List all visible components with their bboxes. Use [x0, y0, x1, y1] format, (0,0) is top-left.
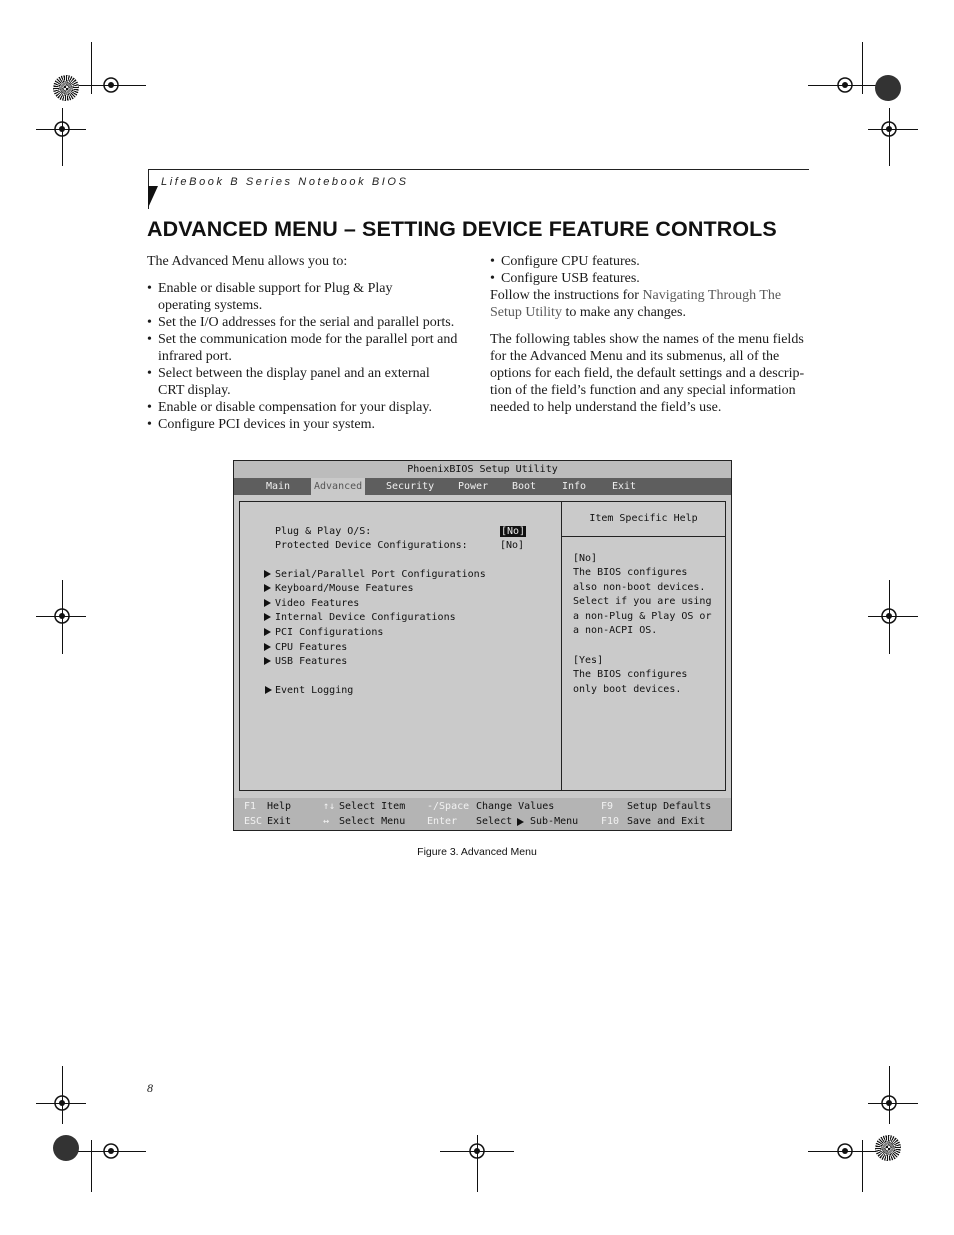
navigating-link[interactable]: Navigating Through The [642, 288, 782, 303]
field-label-plug-and-play: Plug & Play O/S: [275, 526, 372, 537]
right-column [490, 253, 810, 416]
header-rule [148, 169, 809, 170]
submenu-internal-device[interactable]: Internal Device Configurations [275, 612, 456, 623]
key-minus-space: -/Space [427, 801, 470, 812]
submenu-cpu[interactable]: CPU Features [275, 642, 348, 653]
submenu-keyboard-mouse[interactable]: Keyboard/Mouse Features [275, 583, 414, 594]
key-label: Change Values [476, 801, 555, 812]
bios-setup-screenshot [233, 460, 732, 831]
key-label: Setup Defaults [627, 801, 712, 812]
list-item: • Configure PCI devices in your system. [147, 416, 477, 433]
help-text-line: The BIOS configures [573, 567, 688, 578]
registration-target-icon [49, 603, 75, 629]
key-label: Sub-Menu [530, 816, 579, 827]
list-item: • Enable or disable support for Plug & Play operating systems. [147, 280, 477, 314]
submenu-arrow-icon [265, 686, 272, 694]
key-enter: Enter [427, 816, 458, 827]
key-label: Select Item [339, 801, 406, 812]
crop-mark [862, 1140, 863, 1192]
key-esc: ESC [244, 816, 263, 827]
menu-tab-info[interactable]: Info [562, 481, 587, 492]
submenu-event-logging[interactable]: Event Logging [275, 685, 354, 696]
field-value-plug-and-play[interactable]: [No] [501, 526, 526, 537]
submenu-pci[interactable]: PCI Configurations [275, 627, 384, 638]
key-up-down-arrows: ↑↓ [323, 801, 336, 812]
registration-target-icon [876, 116, 902, 142]
submenu-arrow-icon [264, 643, 271, 651]
field-label-protected-device: Protected Device Configurations: [275, 540, 468, 551]
registration-target-icon [49, 1090, 75, 1116]
color-star-target-icon [875, 75, 901, 101]
page-title: ADVANCED MENU – SETTING DEVICE FEATURE CONTROLS [147, 217, 777, 241]
key-label: Save and Exit [627, 816, 706, 827]
feature-list-continued [490, 253, 810, 287]
registration-target-icon [832, 72, 858, 98]
key-label: Exit [267, 816, 292, 827]
submenu-video[interactable]: Video Features [275, 598, 360, 609]
registration-target-icon [49, 116, 75, 142]
list-item: • Configure CPU features. [490, 253, 810, 270]
bios-panel-divider [561, 502, 562, 790]
menu-tab-advanced[interactable]: Advanced [311, 478, 365, 495]
field-value-protected-device[interactable]: [No] [500, 540, 525, 551]
running-head: LifeBook B Series Notebook BIOS [161, 176, 409, 188]
page-number: 8 [147, 1081, 153, 1095]
list-item: • Set the I/O addresses for the serial and parallel ports. [147, 314, 477, 331]
help-text-line: a non-Plug & Play OS or [573, 611, 712, 622]
list-item: • Configure USB features. [490, 270, 810, 287]
help-text-line: Select if you are using [573, 596, 712, 607]
color-star-target-icon [53, 75, 79, 101]
left-column [147, 253, 477, 433]
menu-tab-power[interactable]: Power [458, 481, 489, 492]
help-panel-title: Item Specific Help [562, 502, 725, 537]
help-text-line: also non-boot devices. [573, 582, 706, 593]
menu-tab-boot[interactable]: Boot [512, 481, 537, 492]
help-text-line: a non-ACPI OS. [573, 625, 658, 636]
help-text-line: [Yes] [573, 655, 604, 666]
key-label: Help [267, 801, 292, 812]
crop-mark [91, 42, 92, 94]
bios-title-bar: PhoenixBIOS Setup Utility [234, 461, 731, 478]
registration-target-icon [98, 72, 124, 98]
submenu-arrow-icon [264, 584, 271, 592]
registration-target-icon [98, 1138, 124, 1164]
bios-main-panel [239, 501, 726, 791]
menu-tab-main[interactable]: Main [266, 481, 291, 492]
figure-caption: Figure 3. Advanced Menu [417, 846, 537, 858]
submenu-arrow-icon [264, 613, 271, 621]
registration-target-icon [876, 603, 902, 629]
list-item: • Enable or disable compensation for your display. [147, 399, 477, 416]
list-item: • Set the communication mode for the parallel port and infrared port. [147, 331, 477, 365]
registration-target-icon [876, 1090, 902, 1116]
color-star-target-icon [875, 1135, 901, 1161]
header-wedge [148, 186, 158, 208]
submenu-arrow-icon [264, 628, 271, 636]
instructions-text: Follow the instructions for Navigating Through The Setup Utility to make any changes. [490, 288, 782, 320]
submenu-usb[interactable]: USB Features [275, 656, 348, 667]
crop-mark [91, 1140, 92, 1192]
menu-tab-security[interactable]: Security [386, 481, 435, 492]
submenu-arrow-icon [264, 599, 271, 607]
key-f10: F10 [601, 816, 620, 827]
list-item: • Select between the display panel and an external CRT display. [147, 365, 477, 399]
submenu-arrow-icon [517, 818, 524, 826]
submenu-serial-parallel[interactable]: Serial/Parallel Port Configurations [275, 569, 486, 580]
color-star-target-icon [53, 1135, 79, 1161]
help-text-line: [No] [573, 553, 598, 564]
key-f1: F1 [244, 801, 257, 812]
bios-key-legend [234, 798, 731, 830]
menu-tab-exit[interactable]: Exit [612, 481, 637, 492]
key-label: Select [476, 816, 513, 827]
submenu-arrow-icon [264, 657, 271, 665]
tables-description: The following tables show the names of the menu fields for the Advanced Menu and its submenus, all of the options for each field, the default settings and a descrip- tion of the field’s function and any special information needed to help understand the field’s use. [490, 332, 805, 415]
registration-target-icon [464, 1138, 490, 1164]
submenu-arrow-icon [264, 570, 271, 578]
bios-menu-bar [234, 478, 731, 495]
registration-target-icon [832, 1138, 858, 1164]
help-text-line: The BIOS configures [573, 669, 688, 680]
navigating-link[interactable]: Setup Utility [490, 305, 562, 320]
key-left-right-arrows: ↔ [323, 816, 330, 827]
intro-text: The Advanced Menu allows you to: [147, 254, 348, 269]
key-label: Select Menu [339, 816, 406, 827]
crop-mark [862, 42, 863, 94]
key-f9: F9 [601, 801, 614, 812]
help-text-line: only boot devices. [573, 684, 682, 695]
feature-list [147, 280, 477, 433]
